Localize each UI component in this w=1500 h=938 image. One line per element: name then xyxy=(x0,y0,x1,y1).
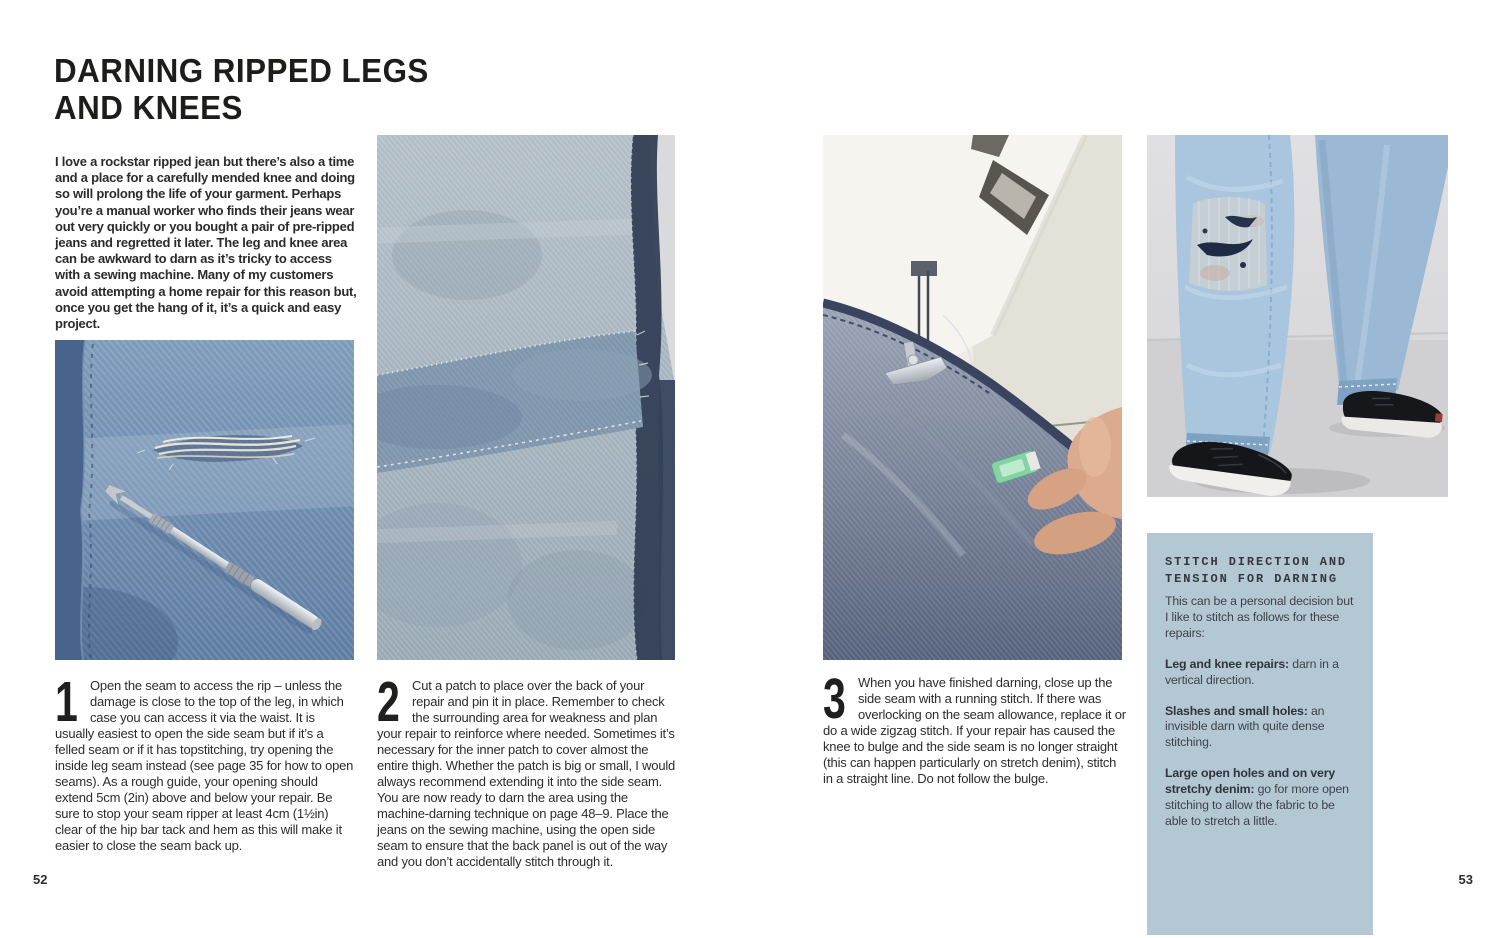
page-number-right: 53 xyxy=(1458,872,1473,887)
sidebar-item-slashes xyxy=(1165,704,1356,752)
step-3 xyxy=(823,667,1127,787)
sidebar-item-slashes-text: an invisible darn with quite dense stitching. xyxy=(1165,703,1325,750)
page-title-line2: AND KNEES xyxy=(54,89,243,126)
sidebar-item-leg-knee xyxy=(1165,657,1356,689)
sidebar-heading-line1: STITCH DIRECTION AND xyxy=(1165,555,1348,569)
photo-ripped-jeans-seam-ripper-art xyxy=(55,340,354,660)
step-1-text: Open the seam to access the rip – unless the damage is close to the top of the leg, in which case you can access it via the waist. It is usually easiest to open the side seam but if it’s a felled seam or if it has topstitching, try opening the inside leg seam instead (see page 35 for how to open seams). As a rough guide, your opening should extend 5cm (2in) above and below your repair. Be sure to stop your seam ripper at least 4cm (1½in) clear of the hip bar tack and hem as this will make it easier to close the seam back up. xyxy=(55,678,354,853)
photo-darned-jeans-worn-art xyxy=(1147,135,1448,497)
step-2 xyxy=(377,670,679,870)
page-title xyxy=(54,52,429,126)
sidebar-heading xyxy=(1165,554,1356,588)
photo-sewing-machine-seam xyxy=(823,135,1122,660)
step-1 xyxy=(55,670,356,854)
step-1-number: 1 xyxy=(55,670,78,734)
sidebar-stitch-direction xyxy=(1147,533,1373,935)
sidebar-item-large-holes-label: Large open holes and on very stretchy denim: xyxy=(1165,766,1336,797)
photo-inner-patch-pinned xyxy=(377,135,675,660)
sidebar-intro: This can be a personal decision but I like to stitch as follows for these repairs: xyxy=(1165,594,1354,640)
step-3-number: 3 xyxy=(823,667,846,731)
sidebar-item-leg-knee-text: darn in a vertical direction. xyxy=(1165,656,1339,687)
sidebar-item-slashes-label: Slashes and small holes: xyxy=(1165,703,1308,718)
photo-sewing-machine-seam-art xyxy=(823,135,1122,660)
step-2-number: 2 xyxy=(377,670,400,734)
photo-darned-jeans-worn xyxy=(1147,135,1448,497)
photo-inner-patch-pinned-art xyxy=(377,135,675,660)
sidebar-item-large-holes-text: go for more open stitching to allow the fabric to be able to stretch a little. xyxy=(1165,782,1349,828)
step-3-text: When you have finished darning, close up the side seam with a running stitch. If there was overlocking on the seam allowance, replace it or do a wide zigzag stitch. If your repair has caused the knee to bulge and the side seam is no longer straight (this can happen particularly on stretch denim), stitch in a straight line. Do not follow the bulge. xyxy=(823,675,1126,786)
page-title-line1: DARNING RIPPED LEGS xyxy=(54,52,429,89)
sidebar-item-large-holes xyxy=(1165,766,1356,830)
sidebar-heading-line2: TENSION FOR DARNING xyxy=(1165,572,1338,586)
sidebar-item-leg-knee-label: Leg and knee repairs: xyxy=(1165,656,1289,671)
intro-paragraph: I love a rockstar ripped jean but there’s also a time and a place for a carefully mended knee and doing so will prolong the life of your garment. Perhaps you’re a manual worker who finds their jeans wear out very quickly or you bought a pair of pre-ripped jeans and regretted it later. The leg and knee area can be awkward to darn as it’s tricky to access with a sewing machine. Many of my customers avoid attempting a home repair for this reason but, once you get the hang of it, it’s a quick and easy project. xyxy=(55,154,357,332)
step-2-text: Cut a patch to place over the back of your repair and pin it in place. Remember to check the surrounding area for weakness and plan your repair to reinforce where needed. Sometimes it’s necessary for the inner patch to cover almost the entire thigh. Whether the patch is big or small, I would always recommend extending it into the side seam. You are now ready to darn the area using the machine-darning technique on page 48–9. Place the jeans on the sewing machine, using the open side seam to ensure that the back panel is out of the way and you don’t accidentally stitch through it. xyxy=(377,678,676,869)
photo-ripped-jeans-seam-ripper xyxy=(55,340,354,660)
page-number-left: 52 xyxy=(33,872,48,887)
